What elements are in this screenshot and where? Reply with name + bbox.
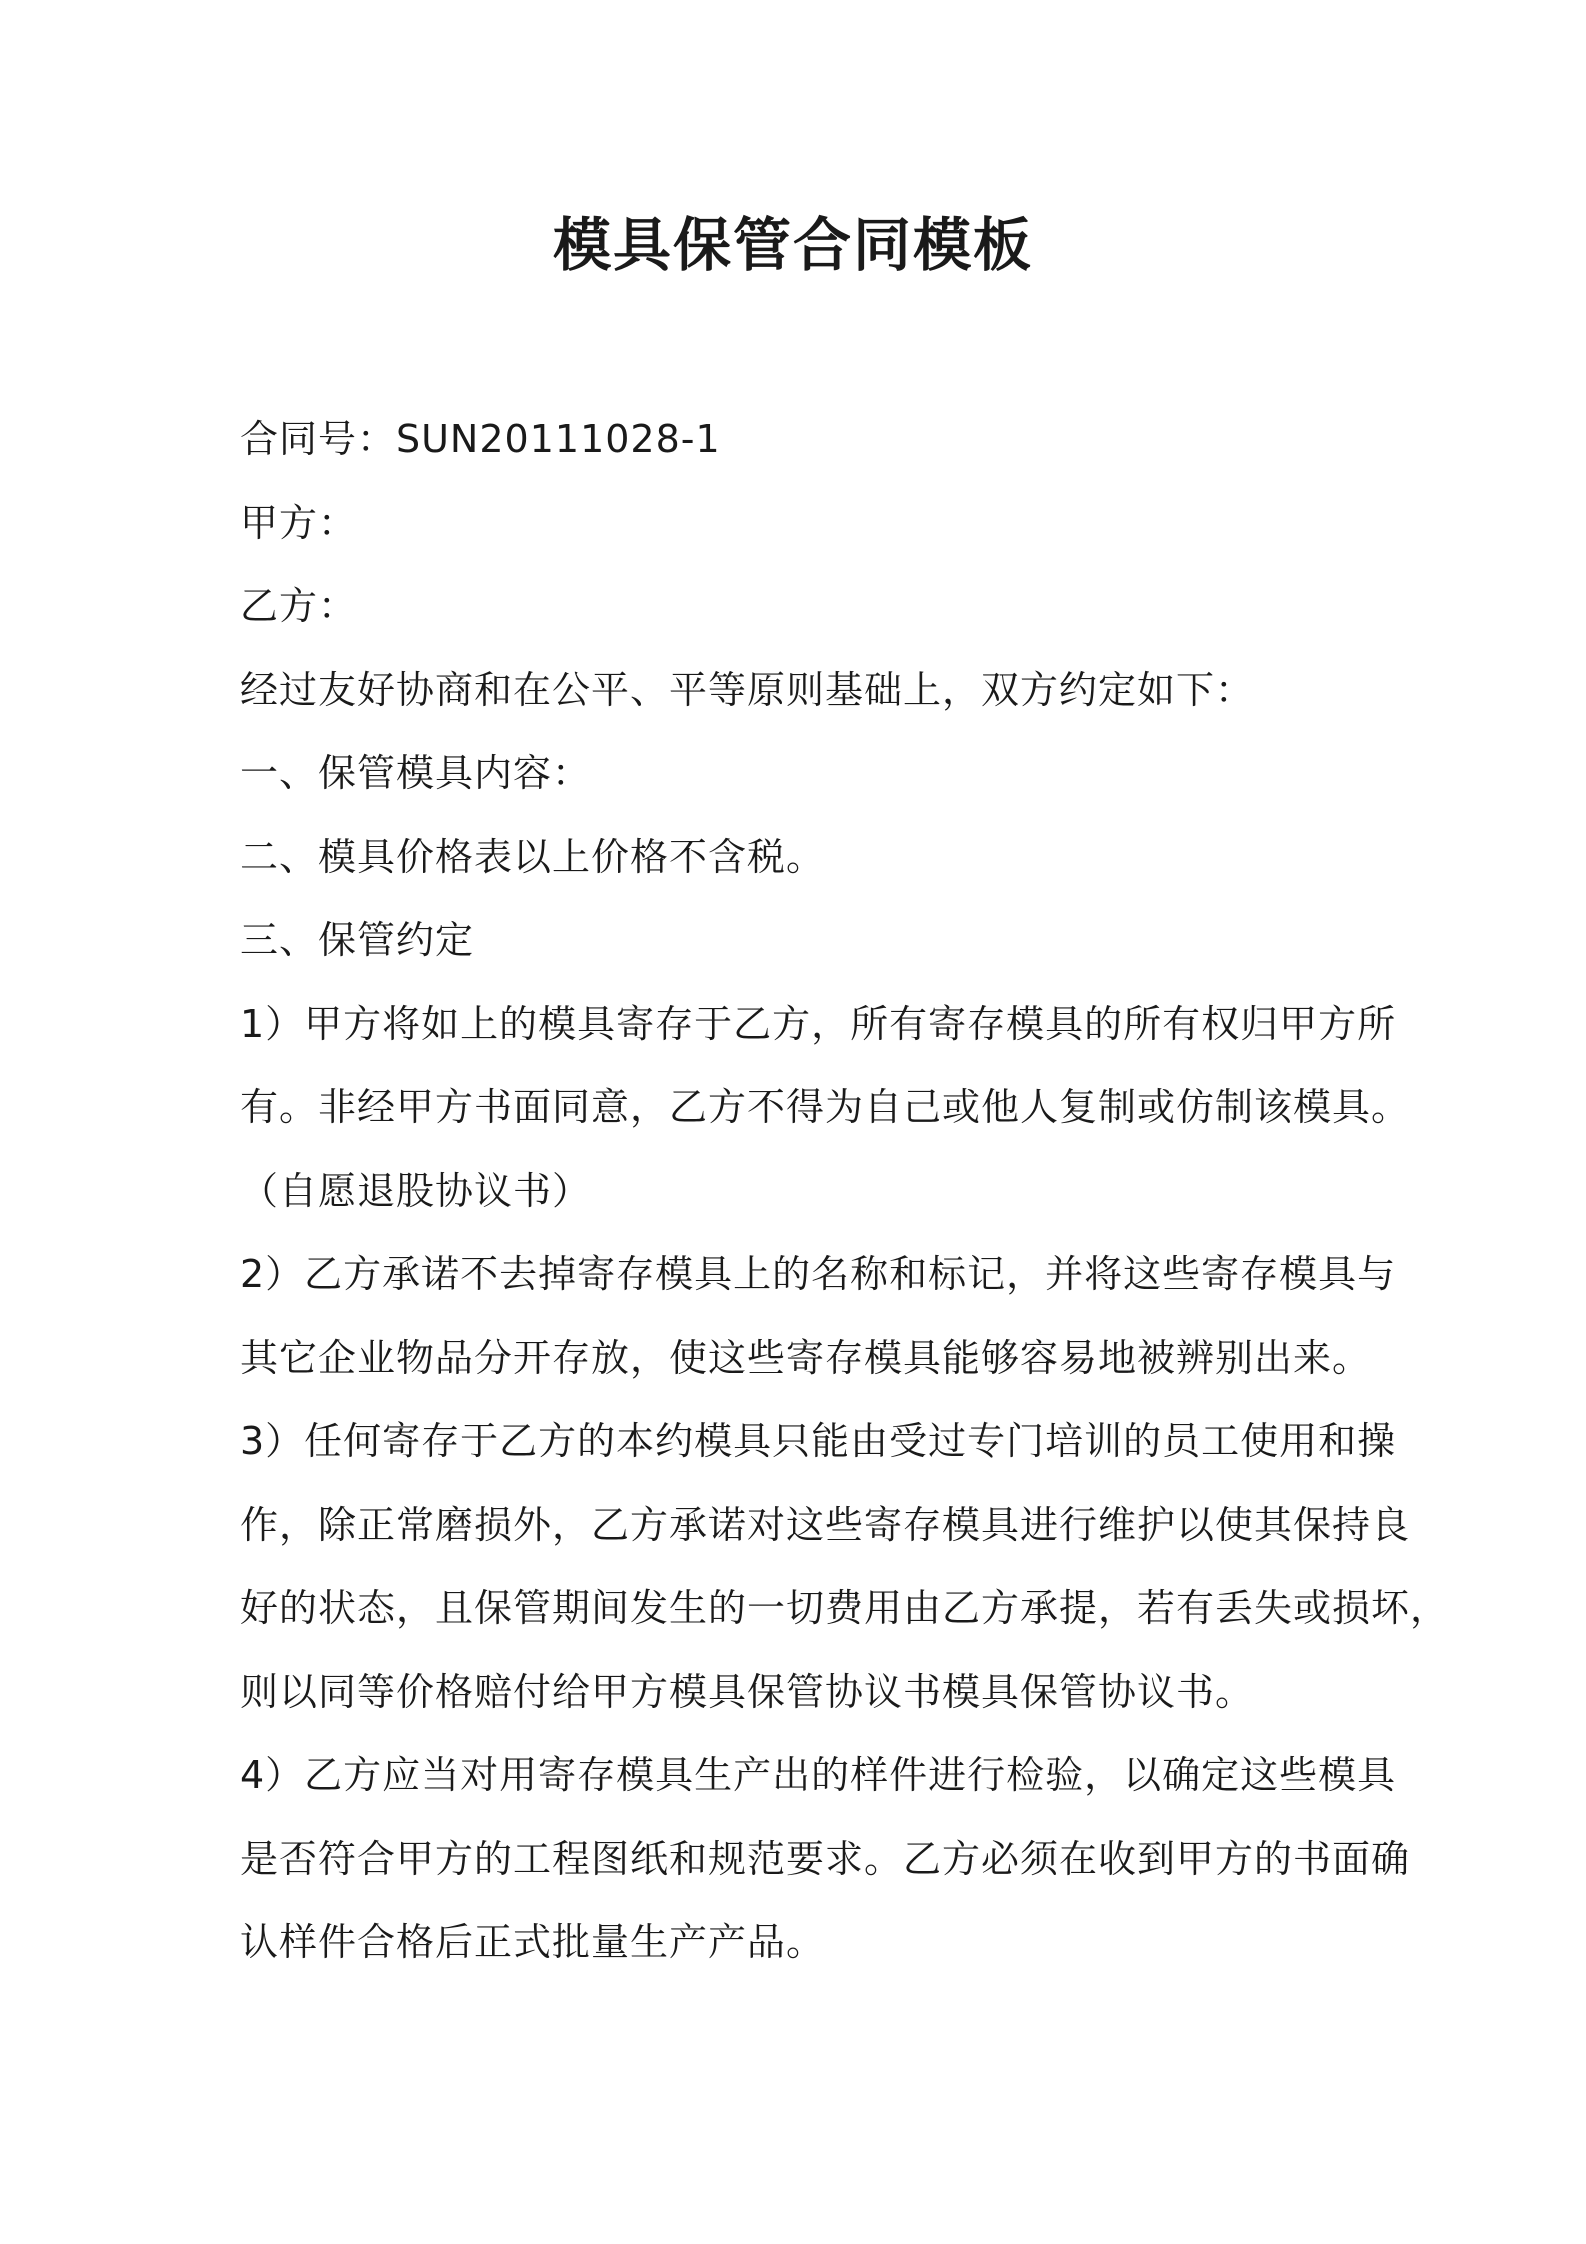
- section-two-heading: 二、模具价格表以上价格不含税。: [240, 834, 826, 879]
- clause-2-line-1: 2）乙方承诺不去掉寄存模具上的名称和标记，并将这些寄存模具与: [240, 1252, 1397, 1296]
- clause-1-line-2: 有。非经甲方书面同意，乙方不得为自己或他人复制或仿制该模具。: [240, 1085, 1411, 1129]
- clause-4-line-3: 认样件合格后正式批量生产产品。: [240, 1920, 826, 1964]
- clause-3-line-2: 作，除正常磨损外，乙方承诺对这些寄存模具进行维护以使其保持良: [240, 1502, 1411, 1547]
- contract-number-line: 合同号：SUN20111028-1: [240, 417, 721, 461]
- clause-4-line-1: 4）乙方应当对用寄存模具生产出的样件进行检验，以确定这些模具: [240, 1753, 1397, 1797]
- clause-1-line-1: 1）甲方将如上的模具寄存于乙方，所有寄存模具的所有权归甲方所: [240, 1001, 1397, 1046]
- document-title: 模具保管合同模板: [552, 211, 1033, 279]
- preamble-line: 经过友好协商和在公平、平等原则基础上，双方约定如下：: [240, 667, 1255, 712]
- clause-3-line-1: 3）任何寄存于乙方的本约模具只能由受过专门培训的员工使用和操: [240, 1419, 1397, 1463]
- party-a-line: 甲方：: [240, 500, 358, 545]
- party-b-line: 乙方：: [240, 584, 358, 628]
- clause-4-line-2: 是否符合甲方的工程图纸和规范要求。乙方必须在收到甲方的书面确: [240, 1836, 1411, 1881]
- clause-3-line-3: 好的状态，且保管期间发生的一切费用由乙方承提，若有丢失或损坏，: [240, 1586, 1450, 1630]
- document-body: [240, 398, 1450, 1985]
- clause-3-line-4: 则以同等价格赔付给甲方模具保管协议书模具保管协议书。: [240, 1669, 1255, 1714]
- clause-1-line-3: （自愿退股协议书）: [240, 1168, 592, 1213]
- clause-2-line-2: 其它企业物品分开存放，使这些寄存模具能够容易地被辨别出来。: [240, 1335, 1372, 1380]
- section-one-heading: 一、保管模具内容：: [240, 751, 592, 795]
- section-three-heading: 三、保管约定: [240, 918, 475, 962]
